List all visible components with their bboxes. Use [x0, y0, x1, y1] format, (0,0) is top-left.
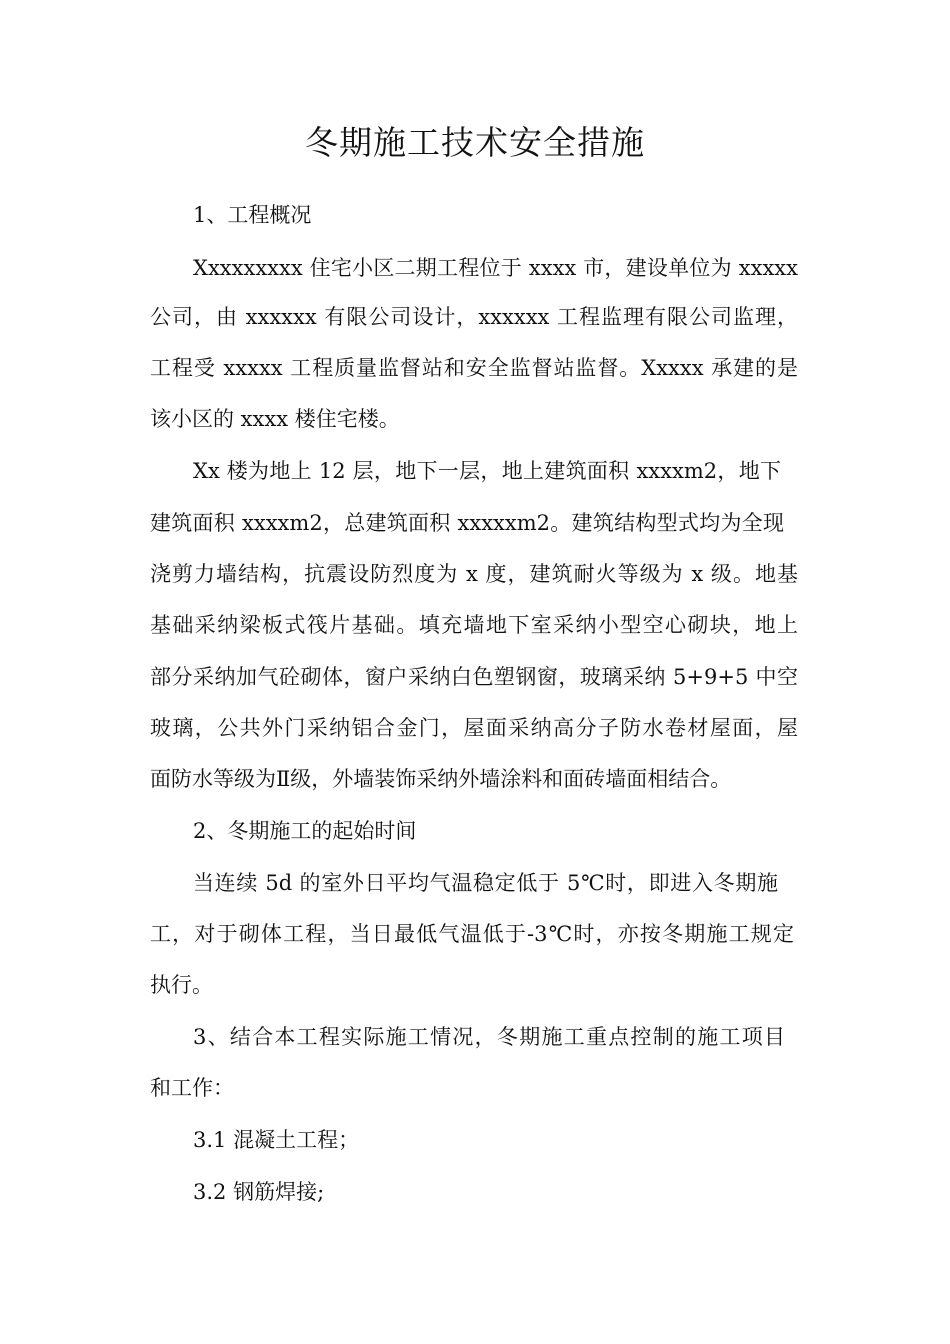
paragraph-line: 建筑面积 xxxxm2，总建筑面积 xxxxxm2。建筑结构型式均为全现 — [150, 511, 784, 535]
document-title: 冬期施工技术安全措施 — [305, 123, 645, 162]
paragraph-line: 当连续 5d 的室外日平均气温稳定低于 5℃时，即进入冬期施 — [193, 871, 778, 895]
paragraph-line: 玻璃，公共外门采纳铝合金门，屋面采纳高分子防水卷材屋面，屋 — [150, 716, 798, 740]
paragraph-line: 浇剪力墙结构，抗震设防烈度为 x 度，建筑耐火等级为 x 级。地基 — [150, 562, 798, 586]
paragraph-line: 公司，由 xxxxxx 有限公司设计，xxxxxx 工程监理有限公司监理， — [150, 305, 798, 329]
paragraph-line: 工，对于砌体工程，当日最低气温低于-3℃时，亦按冬期施工规定 — [150, 922, 794, 946]
paragraph-line: 执行。 — [150, 973, 213, 997]
paragraph-line: Xxxxxxxxx 住宅小区二期工程位于 xxxx 市，建设单位为 xxxxx — [193, 256, 798, 280]
paragraph-line: 面防水等级为Ⅱ级，外墙装饰采纳外墙涂料和面砖墙面相结合。 — [150, 767, 732, 791]
list-item: 3.1 混凝土工程； — [193, 1128, 360, 1152]
paragraph-line: 工程受 xxxxx 工程质量监督站和安全监督站监督。Xxxxx 承建的是 — [150, 356, 798, 380]
paragraph-line: 该小区的 xxxx 楼住宅楼。 — [150, 407, 400, 431]
paragraph-line: 部分采纳加气砼砌体，窗户采纳白色塑钢窗，玻璃采纳 5+9+5 中空 — [150, 665, 798, 689]
list-item: 3.2 钢筋焊接; — [193, 1180, 325, 1204]
paragraph-line: Xx 楼为地上 12 层，地下一层，地上建筑面积 xxxxm2，地下 — [193, 459, 781, 483]
paragraph-line: 基础采纳梁板式筏片基础。填充墙地下室采纳小型空心砌块，地上 — [150, 613, 798, 637]
section-heading-1: 1、工程概况 — [193, 203, 312, 227]
paragraph-line: 和工作： — [150, 1076, 234, 1100]
section-heading-3: 3、结合本工程实际施工情况，冬期施工重点控制的施工项目 — [193, 1025, 785, 1049]
section-heading-2: 2、冬期施工的起始时间 — [193, 819, 417, 843]
